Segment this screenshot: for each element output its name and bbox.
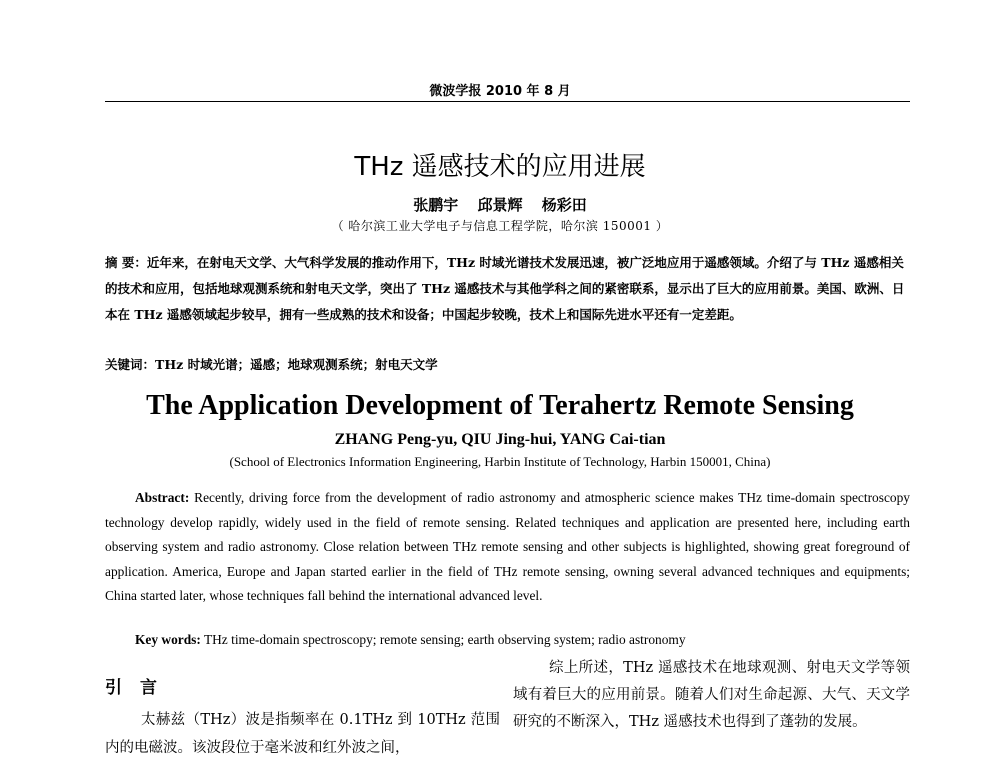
authors-english: ZHANG Peng-yu, QIU Jing-hui, YANG Cai-tian xyxy=(334,431,666,448)
body-text-right-column: 综上所述，THz 遥感技术在地球观测、射电天文学等领域有着巨大的应用前景。随着人们对生命起源、大气、天文学研究的不断深入，THz 遥感技术也得到了蓬勃的发展。 xyxy=(513,660,910,730)
keywords-english xyxy=(135,632,910,648)
journal-running-header: 微波学报 2010 年 8 月 xyxy=(429,84,571,99)
header-rule xyxy=(105,101,910,102)
abstract-label-english: Abstract: xyxy=(135,490,190,505)
abstract-chinese xyxy=(105,250,910,328)
authors-chinese: 张鹏宇 邱景辉 杨彩田 xyxy=(413,196,587,214)
abstract-text-english: Recently, driving force from the development of radio astronomy and atmospheric science makes THz time-domain spectroscopy technology develop rapidly, widely used in the field of remote sensing. Related techniques and application are presented here, including earth observing system and radio astronomy. Close relation between THz remote sensing and other subjects is highlighted, showing great foreground of application. America, Europe and Japan started earlier in the field of THz remote sensing, owning several advanced techniques and equipments; China started later, whose techniques fall behind the international advanced level. xyxy=(105,490,910,603)
title-english: The Application Development of Terahertz Remote Sensing xyxy=(146,390,854,421)
affiliation-chinese: （ 哈尔滨工业大学电子与信息工程学院，哈尔滨 150001 ） xyxy=(331,219,669,233)
abstract-text-chinese: 近年来，在射电天文学、大气科学发展的推动作用下，THz 时域光谱技术发展迅速，被广泛地应用于遥感领域。介绍了与 THz 遥感相关的技术和应用，包括地球观测系统和射电天文学，突出了 THz 遥感技术与其他学科之间的紧密联系，显示出了巨大的应用前景。美国、欧洲、日本在 THz 遥感领域起步较早，拥有一些成熟的技术和设备；中国起步较晚，技术上和国际先进水平还有一定差距。 xyxy=(105,255,905,322)
section-heading-introduction: 引言 xyxy=(105,678,175,698)
body-text-left-column: 太赫兹（THz）波是指频率在 0.1THz 到 10THz 范围内的电磁波。该波段位于毫米波和红外波之间， xyxy=(105,712,500,756)
keywords-label-chinese: 关键词： xyxy=(105,357,156,372)
keywords-chinese xyxy=(105,355,910,373)
keywords-text-english: THz time-domain spectroscopy; remote sensing; earth observing system; radio astronomy xyxy=(203,632,686,647)
abstract-english xyxy=(105,486,910,609)
keywords-label-english: Key words: xyxy=(135,632,201,647)
keywords-text-chinese: THz 时域光谱；遥感；地球观测系统；射电天文学 xyxy=(155,357,438,372)
abstract-label-chinese: 摘 要： xyxy=(105,255,147,270)
title-chinese: THz 遥感技术的应用进展 xyxy=(354,152,646,182)
affiliation-english: (School of Electronics Information Engineering, Harbin Institute of Technology, Harbin 150001, China) xyxy=(229,454,771,469)
